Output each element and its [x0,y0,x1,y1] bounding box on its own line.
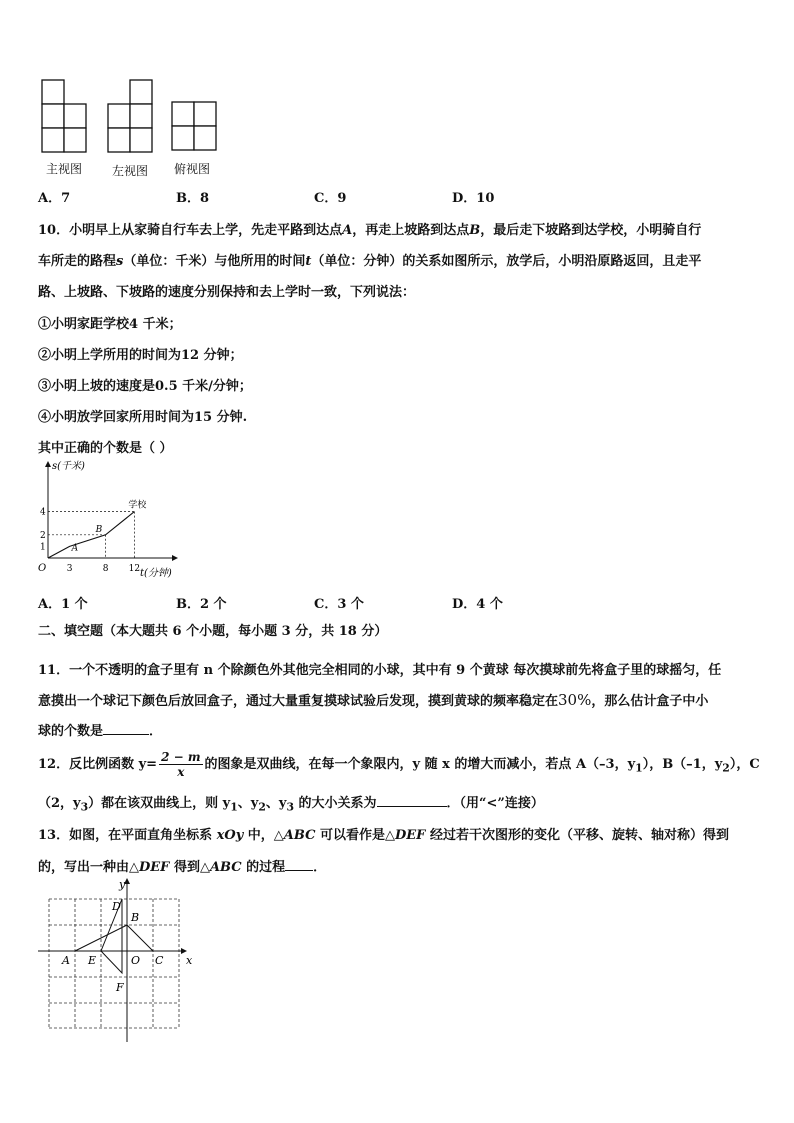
top-view-label: 俯视图 [174,162,211,176]
q12-answer-blank[interactable] [377,794,447,807]
label-b: B [131,911,140,924]
q10-statement-2: ②小明上学所用的时间为12 分钟； [38,348,243,363]
q9-option-c[interactable]: C．9 [314,191,347,206]
distance-time-chart [32,458,182,582]
q13-line1: 13．如图，在平面直角坐标系 xOy 中，△ABC 可以看作是△DEF 经过若干次图形的变化（平移、旋转、轴对称）得到 [38,828,729,843]
q12-line2: （2，$y_3$）都在该双曲线上，则 $y_1$、$y_2$、$y_3$ 的大小关系为 ．（用“<”连接） [38,796,544,814]
label-c: C [155,954,164,967]
label-y: y [119,878,126,891]
x-axis-label: t(分钟) [140,568,172,579]
coordinate-grid-figure [36,874,196,1044]
point-a-label: A [71,543,79,554]
label-x: x [186,954,193,967]
x-tick-label-12: 12 [128,564,141,574]
q11-answer-blank[interactable] [103,722,149,735]
top-view [172,102,216,150]
origin-label: O [38,563,47,574]
q10-option-c[interactable]: C．3 个 [314,597,364,612]
q10-statement-4: ④小明放学回家所用时间为15 分钟. [38,410,248,425]
label-d: D [112,900,121,913]
q13-answer-blank[interactable] [285,858,313,871]
q10-line1: 10．小明早上从家骑自行车去上学，先走平路到达点A，再走上坡路到达点B，最后走下坡路到达学校，小明骑自行 [38,223,702,238]
main-view [42,80,86,152]
q10-statement-1: ①小明家距学校4 千米； [38,317,182,332]
fraction: $\frac{2 - m}{x}$ [161,750,201,779]
point-b-label: B [95,524,103,535]
q11-line2: 意摸出一个球记下颜色后放回盒子，通过大量重复摸球试验后发现，摸到黄球的频率稳定在30%，那么估计盒子中小 [38,691,709,709]
q9-option-a[interactable]: A．7 [38,191,71,206]
label-a: A [62,954,70,967]
left-view-label: 左视图 [112,164,149,178]
q10-line3: 路、上坡路、下坡路的速度分别保持和去上学时一致，下列说法： [38,285,416,300]
q12-line1: 12．反比例函数 y= $\frac{2 - m}{x}$ 的图象是双曲线，在每一个象限内，y 随 x 的增大而减小，若点 A（–3，$y_1$），B（–1，$y_2$），C [38,750,760,779]
q13-line2: 的，写出一种由△DEF 得到△ABC 的过程 ． [38,860,327,875]
q10-option-a[interactable]: A．1 个 [38,597,88,612]
label-e: E [88,954,97,967]
q10-option-b[interactable]: B．2 个 [176,597,227,612]
label-f: F [116,981,124,994]
y-axis-label: s(千米) [52,461,85,472]
q10-statement-3: ③小明上坡的速度是0.5 千米/分钟； [38,379,252,394]
x-tick-label-3: 3 [66,564,73,574]
q11-line1: 11．一个不透明的盒子里有 n 个除颜色外其他完全相同的小球，其中有 9 个黄球 每次摸球前先将盒子里的球摇匀，任 [38,663,722,678]
label-o: O [131,954,141,967]
school-label: 学校 [128,500,147,511]
triangle-abc [75,925,153,951]
y-tick-label-1: 1 [40,542,46,553]
q9-option-b[interactable]: B．8 [176,191,210,206]
q10-question: 其中正确的个数是（ ） [38,441,173,456]
q10-line2: 车所走的路程s（单位：千米）与他所用的时间t（单位：分钟）的关系如图所示，放学后，小明沿原路返回，且走平 [38,254,702,269]
q9-option-d[interactable]: D．10 [452,191,495,206]
main-view-label: 主视图 [46,162,83,176]
left-view [108,80,152,152]
section-2-heading: 二、填空题（本大题共 6 个小题，每小题 3 分，共 18 分） [38,624,388,639]
q10-option-d[interactable]: D．4 个 [452,597,503,612]
y-tick-label-4: 4 [40,507,46,518]
x-tick-label-8: 8 [102,564,109,574]
y-tick-label-2: 2 [40,530,46,541]
q11-line3: 球的个数是 ． [38,724,163,739]
